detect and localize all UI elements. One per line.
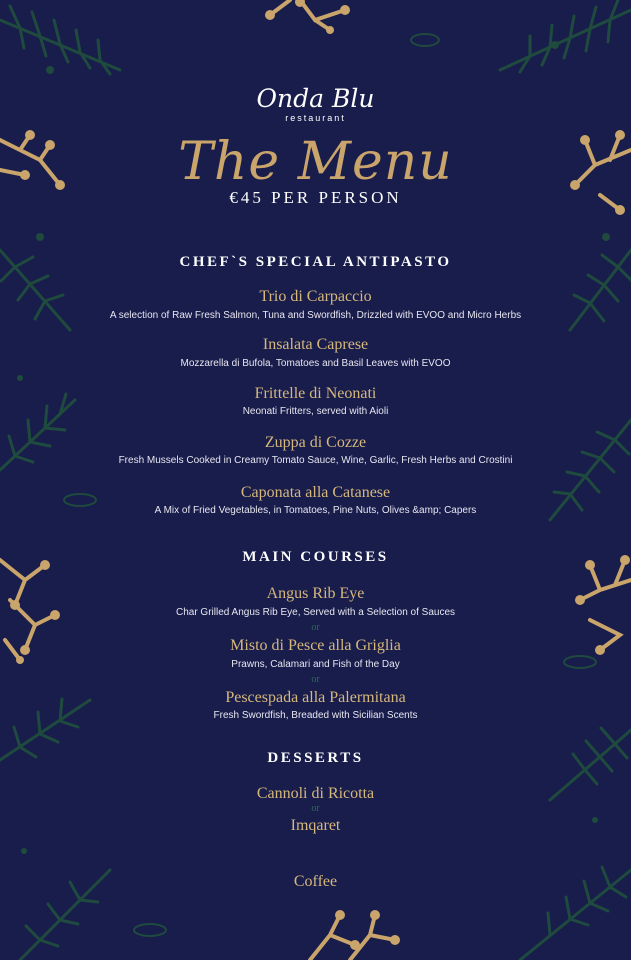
brand-name: Onda Blu — [256, 84, 375, 113]
dish-name: Caponata alla Catanese — [240, 484, 391, 501]
dish-name: Angus Rib Eye — [266, 585, 365, 602]
section-title-main-courses: MAIN COURSES — [242, 549, 389, 565]
section-title-desserts: DESSERTS — [267, 750, 364, 766]
menu-price: €45 PER PERSON — [229, 188, 402, 207]
dish-name: Insalata Caprese — [262, 336, 369, 353]
dish-description: Fresh Swordfish, Breaded with Sicilian Scents — [213, 710, 418, 721]
dish-description: Char Grilled Angus Rib Eye, Served with a Selection of Sauces — [175, 607, 456, 618]
dish-name: Imqaret — [290, 817, 341, 834]
dish-description: Fresh Mussels Cooked in Creamy Tomato Sauce, Wine, Garlic, Fresh Herbs and Crostini — [118, 455, 513, 466]
dish-description: Mozzarella di Bufola, Tomatoes and Basil Leaves with EVOO — [180, 358, 451, 369]
dish-name: Cannoli di Ricotta — [256, 785, 375, 802]
dish-name: Pescespada alla Palermitana — [225, 689, 406, 706]
dish-description: A Mix of Fried Vegetables, in Tomatoes, Pine Nuts, Olives &amp; Capers — [154, 505, 477, 516]
or-separator: or — [311, 674, 320, 685]
coffee-item: Coffee — [293, 873, 338, 890]
dish-name: Trio di Carpaccio — [259, 288, 372, 305]
dish-description: Neonati Fritters, served with Aioli — [242, 406, 389, 417]
dish-description: Prawns, Calamari and Fish of the Day — [231, 659, 400, 670]
brand-subtitle: restaurant — [285, 113, 346, 123]
or-separator: or — [311, 803, 320, 814]
or-separator: or — [311, 622, 320, 633]
section-title-antipasto: CHEF`S SPECIAL ANTIPASTO — [179, 254, 452, 270]
dish-description: A selection of Raw Fresh Salmon, Tuna and Swordfish, Drizzled with EVOO and Micro Herbs — [109, 310, 522, 321]
dish-name: Zuppa di Cozze — [264, 434, 367, 451]
dish-name: Misto di Pesce alla Griglia — [230, 637, 401, 654]
dish-name: Frittelle di Neonati — [254, 385, 377, 402]
menu-title: The Menu — [178, 132, 453, 192]
